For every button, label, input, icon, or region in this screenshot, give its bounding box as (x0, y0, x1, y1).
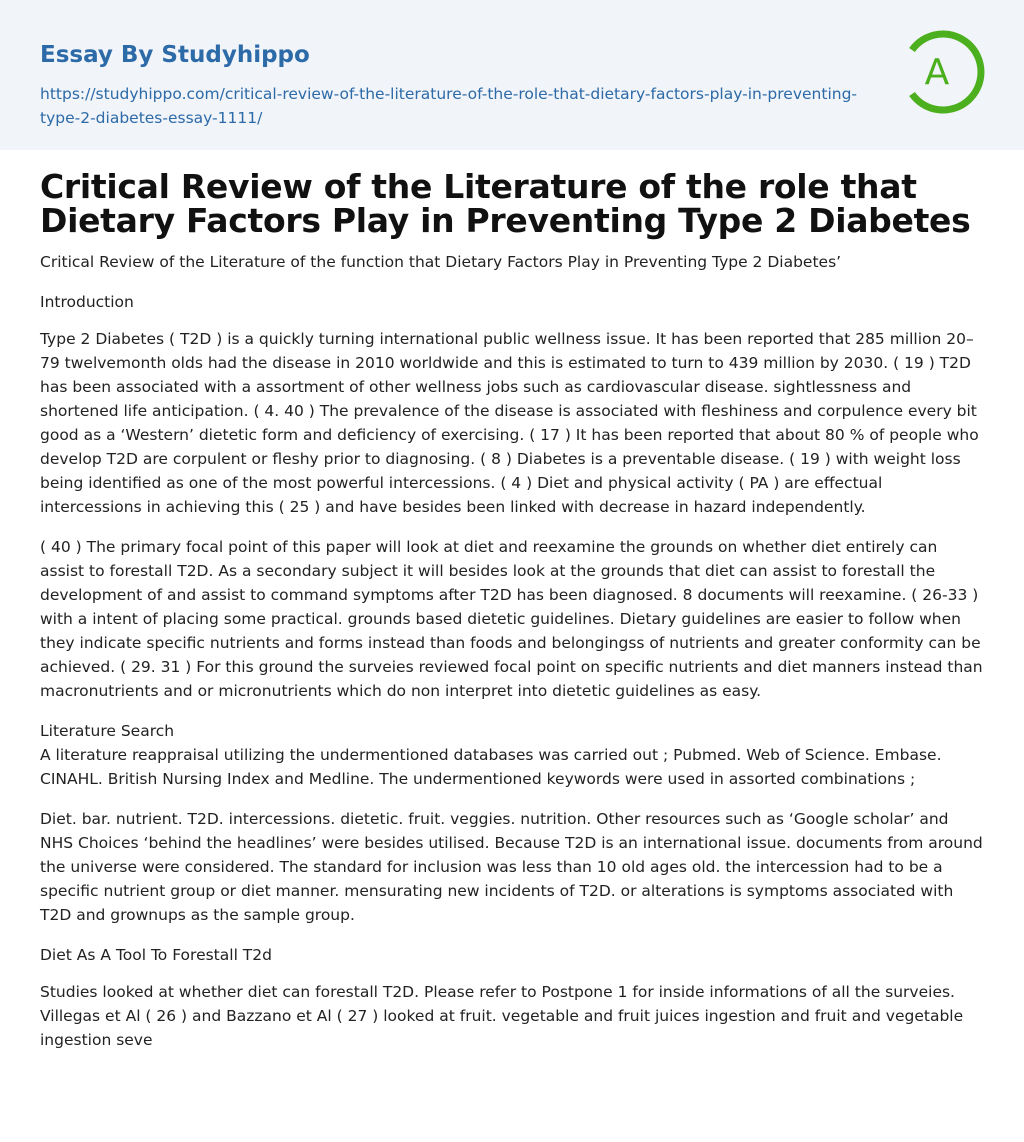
site-header (0, 0, 1024, 150)
essay-body (0, 150, 1024, 1052)
essay-subtitle: Critical Review of the Literature of the function that Dietary Factors Play in Preventing Type 2 Diabetes’ (40, 253, 842, 271)
paragraph: Diet. bar. nutrient. T2D. intercessions. dietetic. fruit. veggies. nutrition. Other resources such as ‘Google scholar’ and NHS Choices ‘behind the headlines’ were besides utilised. Because T2D is an international issue. documents from around the universe were considered. The standard for inclusion was less than 10 old ages old. the intercession had to be a specific nutrient group or diet manner. mensurating new incidents of T2D. or alterations is symptoms associated with T2D and grownups as the sample group. (40, 810, 983, 924)
brand-title[interactable]: Essay By Studyhippo (40, 42, 310, 68)
essay-title: Critical Review of the Literature of the role that Dietary Factors Play in Preventing Type 2 Diabetes (40, 167, 971, 240)
paragraph: Type 2 Diabetes ( T2D ) is a quickly turning international public wellness issue. It has been reported that 285 million 20–79 twelvemonth olds had the disease in 2010 worldwide and this is estimated to turn to 439 million by 2030. ( 19 ) T2D has been associated with a assortment of other wellness jobs such as cardiovascular disease. sightlessness and shortened life anticipation. ( 4. 40 ) The prevalence of the disease is associated with fleshiness and corpulence every bit good as a ‘Western’ dietetic form and deficiency of exercising. ( 17 ) It has been reported that about 80 % of people who develop T2D are corpulent or fleshy prior to diagnosing. ( 8 ) Diabetes is a preventable disease. ( 19 ) with weight loss being identified as one of the most powerful intercessions. ( 4 ) Diet and physical activity ( PA ) are effectual intercessions in achieving this ( 25 ) and have besides been linked with decrease in hazard independently. (40, 330, 979, 516)
studyhippo-logo-icon[interactable] (898, 28, 986, 116)
section-heading-diet-tool: Diet As A Tool To Forestall T2d (40, 946, 272, 964)
essay-url-link[interactable]: https://studyhippo.com/critical-review-of-the-literature-of-the-role-that-dietary-factors-play-in-preventing-type-2-diabetes-essay-1111/ (40, 85, 858, 127)
paragraph: Studies looked at whether diet can forestall T2D. Please refer to Postpone 1 for inside informations of all the surveies. Villegas et Al ( 26 ) and Bazzano et Al ( 27 ) looked at fruit. vegetable and fruit juices ingestion and fruit and vegetable ingestion seve (40, 983, 964, 1049)
section-heading-literature-search: Literature Search (40, 722, 175, 740)
paragraph: ( 40 ) The primary focal point of this paper will look at diet and reexamine the grounds on whether diet entirely can assist to forestall T2D. As a secondary subject it will besides look at the grounds that diet can assist to forestall the development of and assist to command symptoms after T2D has been diagnosed. 8 documents will reexamine. ( 26-33 ) with a intent of placing some practical. grounds based dietetic guidelines. Dietary guidelines are easier to follow when they indicate specific nutrients and forms instead than foods and belongingss of nutrients and greater conformity can be achieved. ( 29. 31 ) For this ground the surveies reviewed focal point on specific nutrients and diet manners instead than macronutrients and or micronutrients which do non interpret into dietetic guidelines as easy. (40, 538, 983, 700)
section-heading-introduction: Introduction (40, 293, 134, 311)
logo-letter: A (924, 52, 950, 93)
paragraph: A literature reappraisal utilizing the undermentioned databases was carried out ; Pubmed. Web of Science. Embase. CINAHL. British Nursing Index and Medline. The undermentioned keywords were used in assorted combinations ; (40, 746, 942, 788)
